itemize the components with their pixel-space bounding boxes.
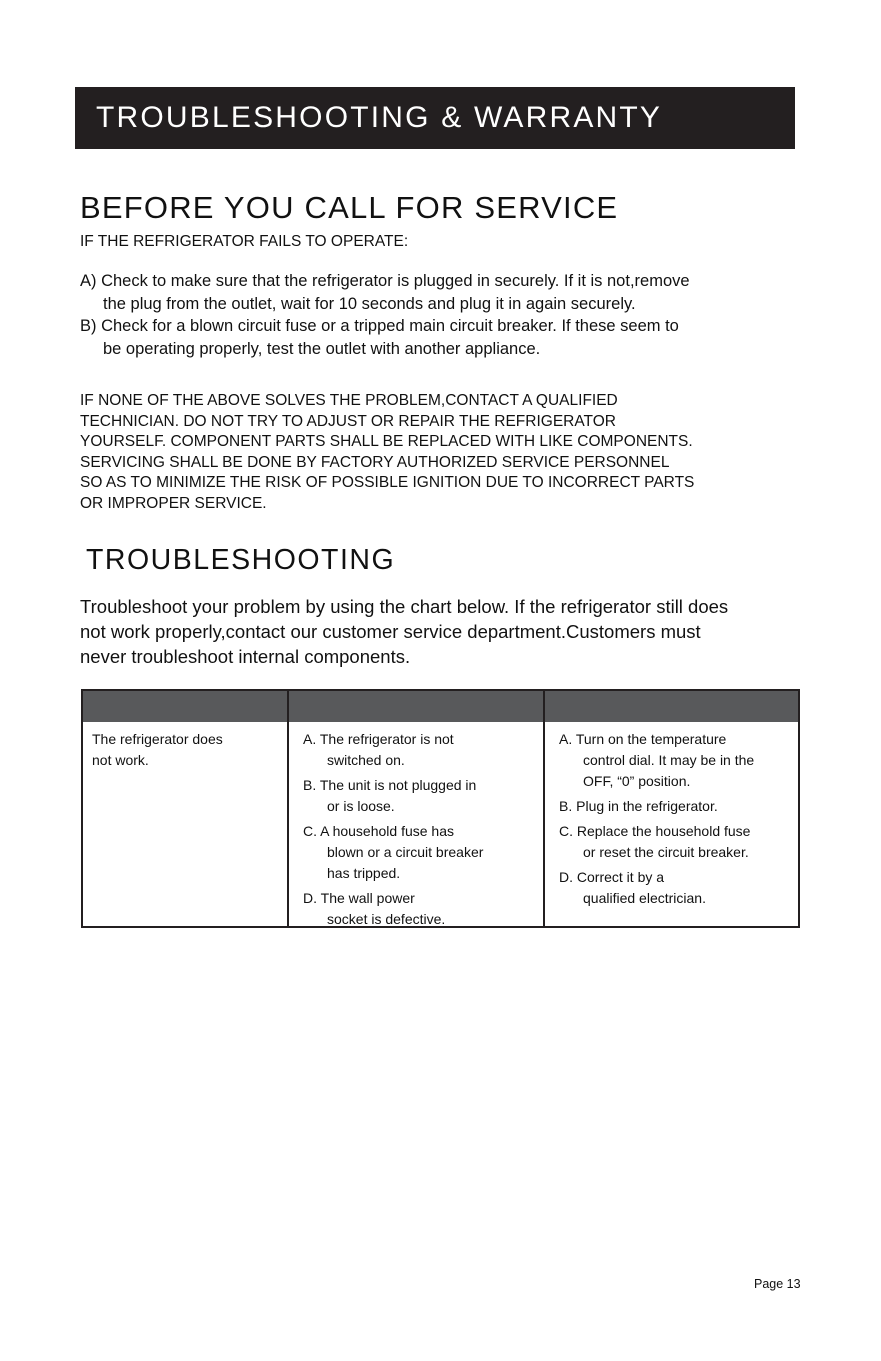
check-item-line: A) Check to make sure that the refrigerator is plugged in securely. If it is not,remove (80, 272, 690, 290)
problem-line: not work. (92, 752, 149, 768)
cause-line: has tripped. (327, 865, 401, 881)
solution-line: A. Turn on the temperature (559, 731, 727, 747)
solution-line: D. Correct it by a (559, 869, 665, 885)
intro-line: not work properly,contact our customer service department.Customers must (80, 621, 701, 642)
check-item-b (80, 315, 800, 360)
solution-line: OFF, “0” position. (583, 773, 691, 789)
check-list (80, 270, 800, 360)
solution-item (559, 729, 754, 792)
solution-item (559, 796, 754, 817)
solution-line: control dial. It may be in the (583, 752, 755, 768)
warning-line: YOURSELF. COMPONENT PARTS SHALL BE REPLACED WITH LIKE COMPONENTS. (80, 433, 693, 450)
causes-cell (303, 729, 483, 934)
cause-line: B. The unit is not plugged in (303, 777, 477, 793)
problem-line: The refrigerator does (92, 731, 223, 747)
solution-line: qualified electrician. (583, 890, 706, 906)
solution-line: C. Replace the household fuse (559, 823, 751, 839)
solution-item (559, 867, 754, 909)
page-number: Page 13 (754, 1277, 801, 1291)
problem-cell (92, 729, 223, 771)
cause-line: blown or a circuit breaker (327, 844, 484, 860)
cause-item (303, 888, 483, 930)
check-item-line: B) Check for a blown circuit fuse or a tripped main circuit breaker. If these seem to (80, 317, 679, 335)
service-subheading: IF THE REFRIGERATOR FAILS TO OPERATE: (80, 233, 409, 250)
cause-line: A. The refrigerator is not (303, 731, 454, 747)
solution-line: or reset the circuit breaker. (583, 844, 749, 860)
cause-line: switched on. (327, 752, 405, 768)
cause-line: C. A household fuse has (303, 823, 454, 839)
warning-line: TECHNICIAN. DO NOT TRY TO ADJUST OR REPAIR THE REFRIGERATOR (80, 412, 616, 430)
warning-line: IF NONE OF THE ABOVE SOLVES THE PROBLEM,CONTACT A QUALIFIED (80, 392, 618, 409)
cause-line: or is loose. (327, 798, 395, 814)
section-title: TROUBLESHOOTING & WARRANTY (96, 101, 663, 134)
intro-line: Troubleshoot your problem by using the chart below. If the refrigerator still does (80, 596, 729, 617)
check-item-line: the plug from the outlet, wait for 10 seconds and plug it in again securely. (103, 294, 636, 313)
table-header-row (83, 691, 798, 722)
column-divider (543, 691, 545, 926)
section-header-bar (75, 87, 795, 149)
cause-line: D. The wall power (303, 890, 415, 906)
troubleshooting-table (81, 689, 800, 928)
check-item-a (80, 270, 800, 315)
troubleshooting-heading: TROUBLESHOOTING (86, 544, 396, 576)
intro-line: never troubleshoot internal components. (80, 646, 411, 667)
service-heading: BEFORE YOU CALL FOR SERVICE (80, 190, 619, 225)
solutions-cell (559, 729, 754, 913)
cause-item (303, 729, 483, 771)
cause-item (303, 821, 483, 884)
cause-line: socket is defective. (327, 911, 446, 927)
warning-line: SERVICING SHALL BE DONE BY FACTORY AUTHORIZED SERVICE PERSONNEL (80, 453, 670, 471)
service-warning (80, 391, 800, 514)
solution-line: B. Plug in the refrigerator. (559, 798, 718, 814)
check-item-line: be operating properly, test the outlet with another appliance. (103, 339, 541, 358)
warning-line: SO AS TO MINIMIZE THE RISK OF POSSIBLE IGNITION DUE TO INCORRECT PARTS (80, 474, 695, 491)
cause-item (303, 775, 483, 817)
solution-item (559, 821, 754, 863)
column-divider (287, 691, 289, 926)
warning-line: OR IMPROPER SERVICE. (80, 494, 267, 512)
troubleshooting-intro (80, 594, 800, 669)
